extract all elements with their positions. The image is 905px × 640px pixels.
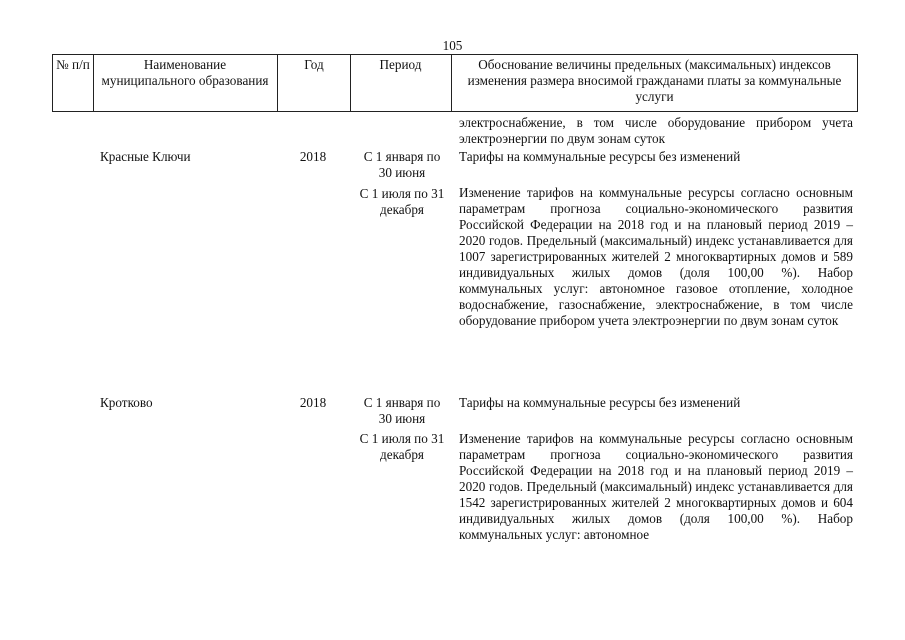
header-col-name: Наименование муниципального образования xyxy=(101,57,269,88)
row-period: С 1 января по 30 июня xyxy=(363,395,441,426)
row-period: С 1 января по 30 июня xyxy=(363,149,441,180)
row-year: 2018 xyxy=(299,149,327,164)
row-basis: Тарифы на коммунальные ресурсы без изменений xyxy=(459,395,741,410)
row-basis: Изменение тарифов на коммунальные ресурсы согласно основным параметрам прогноза социально-экономического развития Российской Федерации на 2018 год и на плановый период 2019 – 2020 годов. Предельный (максимальный) индекс устанавливается для 1007 зарегистрированных жителей 2 многоквартирных домов и 589 индивидуальных жилых домов (доля 100,00 %). Набор коммунальных услуг: автономное газовое отопление, холодное водоснабжение, газоснабжение, электроснабжение, в том числе оборудование прибором учета электроэнергии по двум зонам суток xyxy=(459,185,853,328)
table-header-divider xyxy=(451,54,452,112)
page-number: 105 xyxy=(442,38,463,53)
header-col-period: Период xyxy=(379,57,422,72)
table-header-top-border xyxy=(52,54,858,55)
table-header-divider xyxy=(350,54,351,112)
table-header-divider xyxy=(277,54,278,112)
table-header-divider xyxy=(857,54,858,112)
row-period: С 1 июля по 31 декабря xyxy=(359,186,445,217)
row-period: С 1 июля по 31 декабря xyxy=(359,431,445,462)
table-header-divider xyxy=(52,54,53,112)
row-basis: Тарифы на коммунальные ресурсы без изменений xyxy=(459,149,741,164)
header-col-basis: Обоснование величины предельных (максимальных) индексов изменения размера вносимой гражданами платы за коммунальные услуги xyxy=(467,57,842,104)
header-col-number: № п/п xyxy=(56,57,90,72)
table-header-divider xyxy=(93,54,94,112)
row-name: Красные Ключи xyxy=(100,149,191,164)
header-col-year: Год xyxy=(304,57,324,72)
table-header-bottom-border xyxy=(52,111,858,112)
row-name: Кротково xyxy=(100,395,153,410)
row-year: 2018 xyxy=(299,395,327,410)
row-basis: Изменение тарифов на коммунальные ресурсы согласно основным параметрам прогноза социально-экономического развития Российской Федерации на 2018 год и на плановый период 2019 – 2020 годов. Предельный (максимальный) индекс устанавливается для 1542 зарегистрированных жителей 2 многоквартирных домов и 604 индивидуальных жилых домов (доля 100,00 %). Набор коммунальных услуг: автономное xyxy=(459,431,853,542)
continuation-text: электроснабжение, в том числе оборудование прибором учета электроэнергии по двум зонам суток xyxy=(459,115,853,146)
